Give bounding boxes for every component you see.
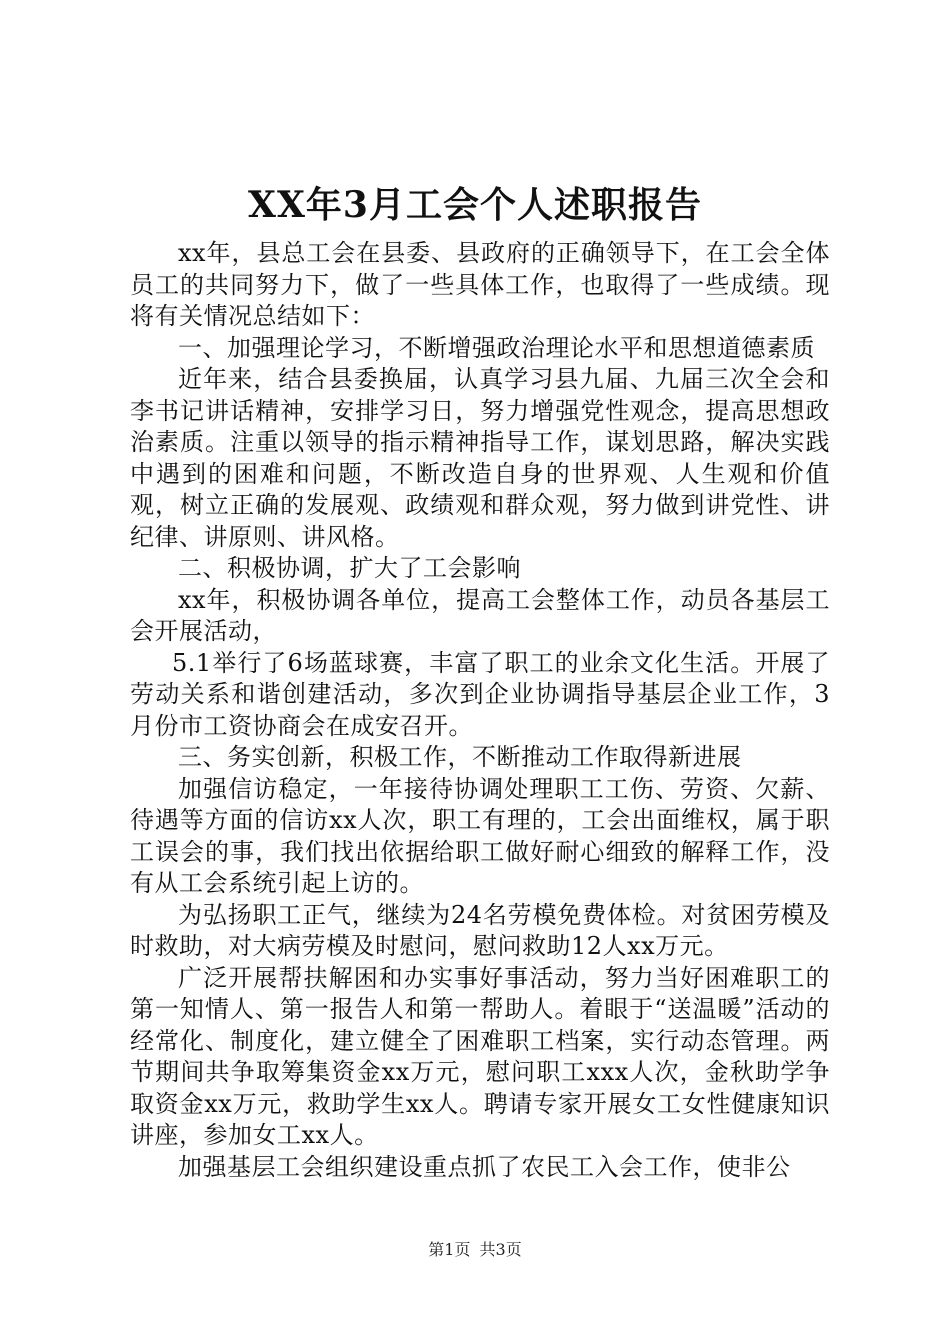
paragraph-theory-study: 近年来，结合县委换届，认真学习县九届、九届三次全会和李书记讲话精神，安排学习日，努力增强党性观念，提高思想政治素质。注重以领导的指示精神指导工作，谋划思路，解决实践中遇到的困难和问题，不断改造自身的世界观、人生观和价值观，树立正确的发展观、政绩观和群众观，努力做到讲党性、讲纪律、讲原则、讲风格。 xyxy=(130,365,830,551)
section-heading-2: 二、积极协调，扩大了工会影响 xyxy=(178,554,521,582)
document-body xyxy=(130,238,830,1183)
section-heading-3: 三、务实创新，积极工作，不断推动工作取得新进展 xyxy=(178,743,742,771)
paragraph-assistance: 广泛开展帮扶解困和办实事好事活动，努力当好困难职工的第一知情人、第一报告人和第一帮助人。着眼于“送温暖”活动的经常化、制度化，建立健全了困难职工档案，实行动态管理。两节期间共争取筹集资金xx万元，慰问职工xxx人次，金秋助学争取资金xx万元，救助学生xx人。聘请专家开展女工女性健康知识讲座，参加女工xx人。 xyxy=(130,963,830,1149)
paragraph-intro: xx年，县总工会在县委、县政府的正确领导下，在工会全体员工的共同努力下，做了一些具体工作，也取得了一些成绩。现将有关情况总结如下： xyxy=(130,239,830,330)
paragraph-petitions: 加强信访稳定，一年接待协调处理职工工伤、劳资、欠薪、待遇等方面的信访xx人次，职工有理的，工会出面维权，属于职工误会的事，我们找出依据给职工做好耐心细致的解释工作，没有从工会系统引起上访的。 xyxy=(130,774,830,897)
page-number: 第1页 xyxy=(428,1240,471,1259)
page-total: 共3页 xyxy=(479,1240,522,1259)
paragraph-model-workers: 为弘扬职工正气，继续为24名劳模免费体检。对贫困劳模及时救助，对大病劳模及时慰问，慰问救助12人xx万元。 xyxy=(130,900,830,960)
paragraph-coordination: xx年，积极协调各单位，提高工会整体工作，动员各基层工会开展活动， xyxy=(130,585,830,645)
section-heading-1: 一、加强理论学习，不断增强政治理论水平和思想道德素质 xyxy=(178,333,815,362)
paragraph-grassroots: 加强基层工会组织建设重点抓了农民工入会工作，使非公 xyxy=(178,1152,791,1181)
document-title: XX年3月工会个人述职报告 xyxy=(248,184,702,226)
page-footer xyxy=(0,1238,950,1262)
paragraph-activities: 5.1举行了6场蓝球赛，丰富了职工的业余文化生活。开展了劳动关系和谐创建活动，多次到企业协调指导基层企业工作，3月份市工资协商会在成安召开。 xyxy=(130,648,830,740)
